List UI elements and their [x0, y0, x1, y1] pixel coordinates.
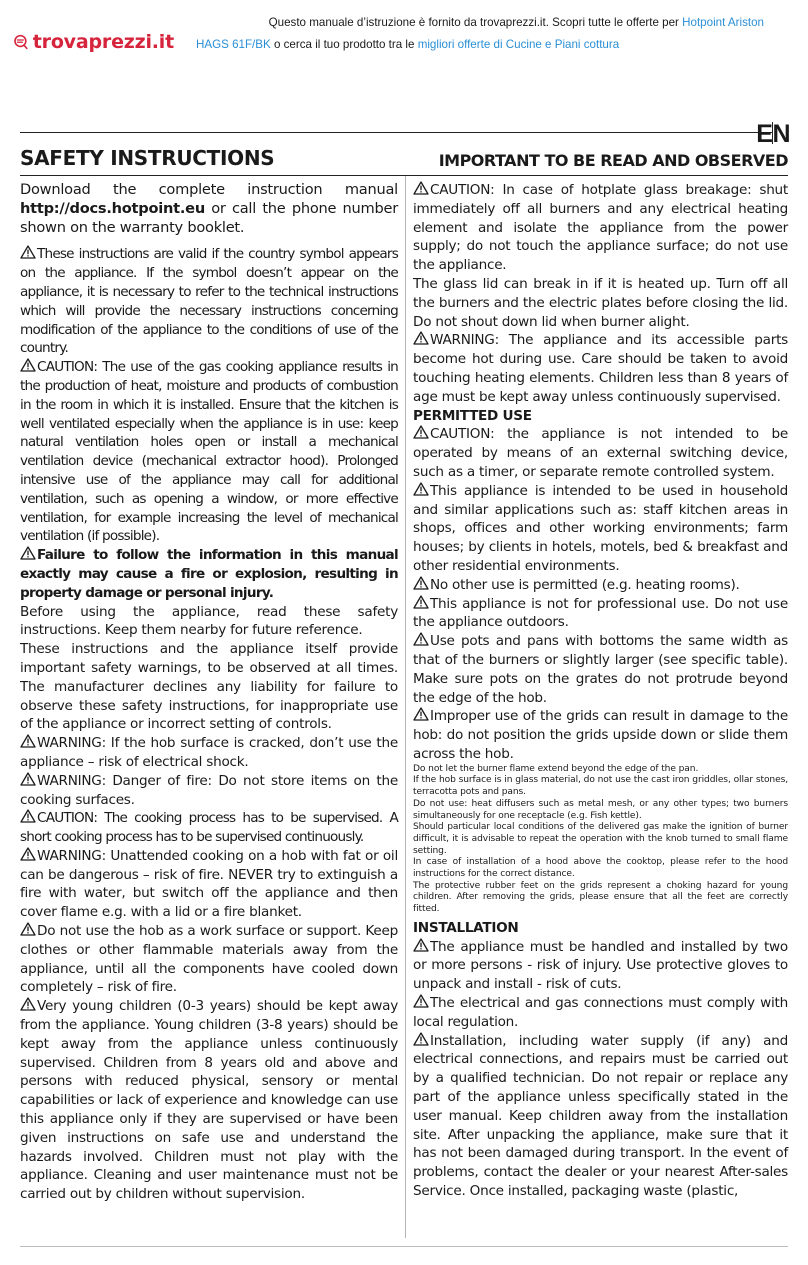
paragraph-text: WARNING: If the hob surface is cracked, don’t use the appliance – risk of electrical shock.: [20, 735, 398, 770]
installation-heading: INSTALLATION: [413, 919, 519, 936]
work-surface-warning: [20, 922, 398, 997]
download-paragraph: [20, 181, 398, 237]
warning-triangle-icon: [413, 994, 429, 1008]
docs-url[interactable]: http://docs.hotpoint.eu: [20, 199, 205, 217]
pots-pans-paragraph: [413, 632, 788, 707]
page-title: SAFETY INSTRUCTIONS: [20, 146, 275, 170]
banner-text-1: Questo manuale d’istruzione è fornito da trovaprezzi.it. Scopri tutte le offerte per: [268, 16, 683, 29]
warning-triangle-icon: [413, 576, 429, 590]
grids-paragraph: [413, 707, 788, 763]
logo-text: trovaprezzi.it: [32, 31, 174, 53]
download-text: Download the complete instruction manual: [20, 181, 398, 198]
paragraph-text: CAUTION: The cooking process has to be supervised. A short cooking process has to be supervised continuously.: [20, 810, 398, 846]
warning-triangle-icon: [20, 922, 36, 936]
column-divider: [405, 176, 406, 1238]
warning-triangle-icon: [413, 425, 429, 439]
paragraph-text: CAUTION: The use of the gas cooking appliance results in the production of heat, moisture and products of combustion in the room in which it is installed. Ensure that the kitchen is well ventilated especially when the appliance is in use: keep natural ventilation holes open or install a mechanical ventilation device (mechanical extractor hood). Prolonged intensive use of the appliance may call for additional ventilation, such as opening a window, or more effective ventilation, for example increasing the level of mechanical ventilation (if possible).: [20, 359, 398, 545]
page-subtitle: IMPORTANT TO BE READ AND OBSERVED: [438, 151, 788, 170]
heading-rule: [20, 175, 788, 176]
small-note-hood: In case of installation of a hood above the cooktop, please refer to the hood instructions for the correct distance.: [413, 857, 788, 880]
download-text-end: or call the phone number shown on the warranty booklet.: [20, 199, 398, 236]
paragraph-text: Improper use of the grids can result in damage to the hob: do not position the grids upside down or slide them across the hob.: [413, 708, 788, 762]
supervision-caution: [20, 809, 398, 847]
paragraph-text: Very young children (0-3 years) should be kept away from the appliance. Young children (3-8 years) should be kept away from the appliance unless continuously supervised. Children from 8 years old and above and persons with reduced physical, sensory or mental capabilities or lack of experience and knowledge can use this appliance only if they are supervised or have been given instructions on safe use and understand the hazards involved. Children must not play with the appliance. Cleaning and user maintenance must not be carried out by children without supervision.: [20, 998, 398, 1203]
paragraph-text: This appliance is intended to be used in household and similar applications such as: staff kitchen areas in shops, offices and other working environments; farm houses; by clients in hotels, motels, bed & breakfast and other residential environments.: [413, 482, 788, 574]
right-column: [413, 181, 788, 1201]
small-note-flame: Do not let the burner flame extend beyond the edge of the pan.: [413, 763, 699, 774]
glass-breakage-caution: [413, 181, 788, 275]
liability-paragraph: These instructions and the appliance itself provide important safety warnings, to be observed at all times. The manufacturer declines any liability for failure to observe these safety instructions, for inappropriate use of the appliance or incorrect setting of controls.: [20, 641, 398, 733]
paragraph-text: Do not use the hob as a work surface or support. Keep clothes or other flammable materials away from the appliance, until all the components have cooled down completely – risk of fire.: [20, 923, 398, 996]
small-note-rubber-feet: The protective rubber feet on the grids represent a choking hazard for young children. After removing the grids, please ensure that all the feet are correctly fitted.: [413, 880, 788, 915]
warning-triangle-icon: [20, 997, 36, 1011]
paragraph-text: WARNING: Danger of fire: Do not store items on the cooking surfaces.: [20, 772, 398, 808]
warning-triangle-icon: [413, 595, 429, 609]
paragraph-text: CAUTION: In case of hotplate glass breakage: shut immediately off all burners and any electrical heating element and isolate the appliance from the power supply; do not touch the appliance surface; do not use the appliance.: [413, 182, 788, 274]
left-column: [20, 181, 398, 1204]
warning-triangle-icon: [20, 809, 36, 823]
household-use-paragraph: [413, 482, 788, 576]
read-instructions-paragraph: Before using the appliance, read these safety instructions. Keep them nearby for future reference.: [20, 603, 398, 639]
warning-triangle-icon: [413, 331, 429, 345]
warning-triangle-icon: [20, 245, 36, 259]
unattended-cooking-warning: [20, 847, 398, 922]
small-note-diffusers: Do not use: heat diffusers such as metal mesh, or any other types; two burners simultaneously for one receptacle (e.g. Fish kettle).: [413, 798, 788, 821]
paragraph-text: The electrical and gas connections must comply with local regulation.: [413, 995, 788, 1030]
model-link[interactable]: HAGS 61F/BK: [196, 38, 271, 51]
hot-parts-warning: [413, 331, 788, 406]
warning-triangle-icon: [413, 707, 429, 721]
paragraph-text: WARNING: Unattended cooking on a hob with fat or oil can be dangerous – risk of fire. NEVER try to extinguish a fire with water, but switch off the appliance and then cover flame e.g. with a lid or a fire blanket.: [20, 847, 398, 921]
paragraph-text: Failure to follow the information in this manual exactly may cause a fire or explosion, resulting in property damage or personal injury.: [20, 547, 398, 601]
children-warning: [20, 997, 398, 1204]
cracked-surface-warning: [20, 734, 398, 772]
fire-explosion-warning: [20, 546, 398, 602]
ventilation-caution: [20, 358, 398, 546]
small-note-glass: If the hob surface is in glass material, do not use the cast iron griddles, ollar stones, terracotta pots and pans.: [413, 775, 788, 798]
warning-triangle-icon: [413, 1032, 429, 1046]
warning-triangle-icon: [20, 772, 36, 786]
paragraph-text: These instructions are valid if the country symbol appears on the appliance. If the symbol doesn’t appear on the appliance, it is necessary to refer to the technical instructions which will provide the necessary instructions concerning modification of the appliance to the conditions of use of the country.: [20, 246, 398, 357]
warning-triangle-icon: [413, 181, 429, 195]
bottom-rule: [20, 1246, 788, 1247]
paragraph-text: WARNING: The appliance and its accessible parts become hot during use. Care should be taken to avoid touching heating elements. Children less than 8 years of age must be kept away unless continuously supervised.: [413, 332, 788, 405]
top-rule: [20, 132, 772, 133]
paragraph-text: The appliance must be handled and installed by two or more persons - risk of injury. Use protective gloves to unpack and install - risk of cuts.: [413, 938, 788, 993]
paragraph-text: This appliance is not for professional use. Do not use the appliance outdoors.: [413, 595, 788, 631]
warning-triangle-icon: [20, 358, 36, 372]
offers-link[interactable]: migliori offerte di Cucine e Piani cottura: [417, 38, 620, 51]
no-other-use-paragraph: [413, 576, 788, 595]
language-code: EN: [756, 120, 790, 148]
glass-lid-paragraph: The glass lid can break in if it is heated up. Turn off all the burners and the electric plates before closing the lid. Do not shout down lid when burner alight.: [413, 275, 788, 330]
promo-banner: [196, 12, 764, 56]
paragraph-text: No other use is permitted (e.g. heating rooms).: [430, 576, 740, 593]
small-note-gas: Should particular local conditions of the delivered gas make the ignition of burner difficult, it is advisable to repeat the operation with the knob turned to small flame setting.: [413, 822, 788, 856]
paragraph-text: Use pots and pans with bottoms the same width as that of the burners or slightly larger (see specific table). Make sure pots on the grates do not protrude beyond the edge of the hob.: [413, 633, 788, 706]
banner-text-2: o cerca il tuo prodotto tra le: [270, 38, 418, 51]
country-symbol-paragraph: [20, 245, 398, 358]
permitted-use-heading: PERMITTED USE: [413, 407, 532, 424]
warning-triangle-icon: [20, 546, 36, 560]
warning-triangle-icon: [20, 847, 36, 861]
paragraph-text: CAUTION: the appliance is not intended to be operated by means of an external switching device, such as a timer, or separate remote controlled system.: [413, 426, 788, 480]
paragraph-text: Installation, including water supply (if any) and electrical connections, and repairs must be carried out by a qualified technician. Do not repair or replace any part of the appliance unless specifically stated in the user manual. Keep children away from the installation site. After unpacking the appliance, make sure that it has not been damaged during transport. In the event of problems, contact the dealer or your nearest After-sales Service. Once installed, packaging waste (plastic,: [413, 1032, 788, 1199]
brand-link[interactable]: Hotpoint Ariston: [682, 16, 764, 29]
warning-triangle-icon: [413, 482, 429, 496]
fire-storage-warning: [20, 772, 398, 810]
installation-technician-paragraph: [413, 1032, 788, 1201]
not-professional-paragraph: [413, 595, 788, 633]
warning-triangle-icon: [20, 734, 36, 748]
brand-logo[interactable]: [14, 24, 174, 60]
trovaprezzi-logo-icon: [14, 27, 28, 57]
warning-triangle-icon: [413, 632, 429, 646]
connections-paragraph: [413, 994, 788, 1032]
switching-device-caution: [413, 425, 788, 481]
warning-triangle-icon: [413, 938, 429, 952]
handling-warning: [413, 938, 788, 994]
